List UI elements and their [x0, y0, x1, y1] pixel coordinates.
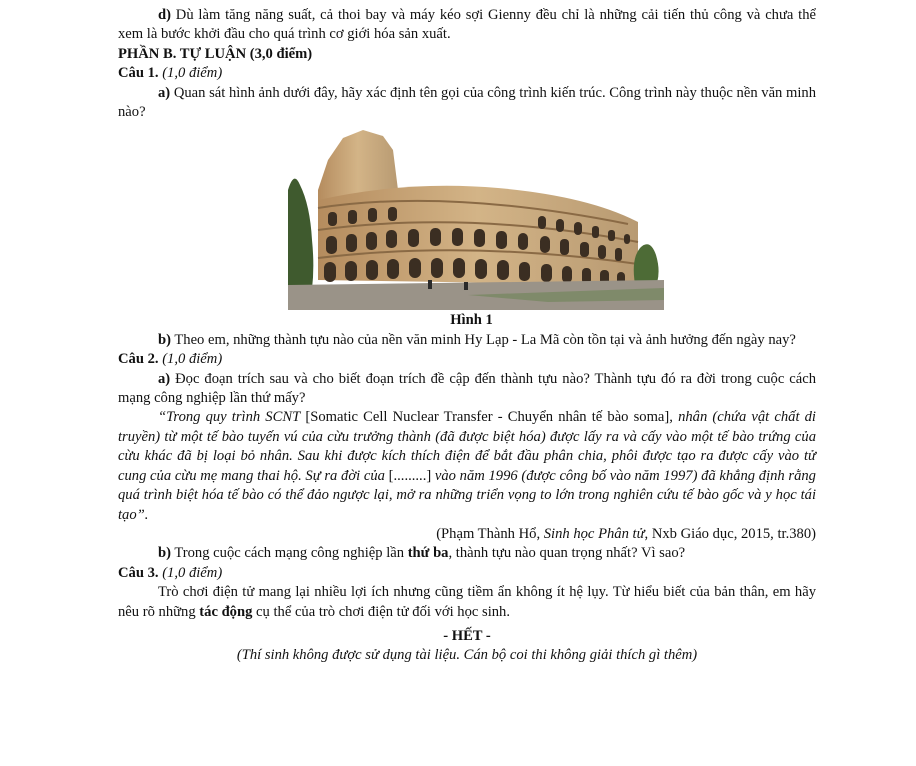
question-3-paragraph: [118, 583, 816, 622]
citation-post: , Nxb Giáo dục, 2015, tr.380): [644, 525, 816, 542]
question-1a-label: a): [158, 84, 171, 101]
question-2b-bold: thứ ba: [407, 545, 449, 562]
question-1-points: (1,0 điểm): [158, 65, 223, 82]
quote-part-2: [Somatic Cell Nuclear Transfer - Chuyển nhân tế bào soma]: [300, 409, 670, 426]
question-2a-text: Đọc đoạn trích sau và cho biết đoạn trích đề cập đến thành tựu nào? Thành tựu đó ra đời trong cuộc cách mạng công nghiệp lần thứ mấy?: [118, 370, 816, 407]
question-1b-paragraph: [118, 331, 816, 350]
question-2a-label: a): [158, 370, 171, 387]
citation-title: Sinh học Phân tử: [543, 525, 645, 542]
question-3-points: (1,0 điểm): [158, 564, 223, 581]
question-2b-pre: Trong cuộc cách mạng công nghiệp lần: [170, 545, 408, 562]
colosseum-image: [288, 130, 664, 310]
question-2-heading: [118, 350, 816, 369]
option-d-label: d): [158, 7, 171, 23]
quote-part-3: , nhân (chứa vật chất di truyền) từ một tế bào tuyến vú của cừu trưởng thành (đã được biệt hóa) được lấy ra và cấy vào một tế bào trứng của cừu khác đã bị loại bỏ nhân. Sau khi được kích thích điện để bắt đầu phân chia, phôi được tạo ra được cấy vào tử cung của cừu mẹ mang thai hộ. Sự ra đời của: [118, 409, 816, 484]
quote-blank: [.........]: [388, 467, 432, 484]
question-1b-text: Theo em, những thành tựu nào của nền văn minh Hy Lạp - La Mã còn tồn tại và ảnh hưởng đến ngày nay?: [170, 331, 796, 348]
question-2a-paragraph: [118, 370, 816, 409]
question-2-label: Câu 2.: [118, 351, 159, 368]
end-mark: - HẾT -: [443, 627, 491, 644]
question-2-points: (1,0 điểm): [158, 351, 223, 368]
question-1-label: Câu 1.: [118, 65, 159, 82]
citation-pre: (Phạm Thành Hổ,: [436, 525, 544, 542]
question-3-heading: [118, 564, 816, 583]
question-2b-label: b): [158, 545, 171, 562]
question-3-label: Câu 3.: [118, 564, 159, 581]
figure-caption: Hình 1: [450, 312, 493, 329]
quote-part-5: vào năm 1996 (được công bố vào năm 1997) đã khẳng định rằng quá trình biệt hóa tế bào có thể đảo ngược lại, mở ra những triển vọng to lớn trong nghiên cứu tế bào gốc và y học tái tạo”.: [118, 467, 816, 523]
citation: [118, 525, 816, 544]
question-1-heading: [118, 64, 816, 83]
exam-page: [118, 6, 816, 666]
colosseum-illustration: [288, 130, 664, 310]
question-2b-paragraph: [118, 544, 816, 563]
quote-paragraph: [118, 408, 816, 524]
question-d-paragraph: [118, 6, 816, 45]
question-3-pre: Trò chơi điện tử mang lại nhiều lợi ích nhưng cũng tiềm ẩn không ít hệ lụy. Từ hiểu biết của bản thân, em hãy nêu rõ những: [118, 584, 816, 620]
question-3-bold: tác động: [199, 603, 253, 620]
question-1b-label: b): [158, 331, 171, 348]
question-2b-post: , thành tựu nào quan trọng nhất? Vì sao?: [448, 545, 686, 562]
question-1a-paragraph: [118, 84, 816, 123]
part-b-heading: PHẦN B. TỰ LUẬN (3,0 điểm): [118, 45, 313, 62]
option-d-text: Dù làm tăng năng suất, cả thoi bay và máy kéo sợi Gienny đều chỉ là những cải tiến thủ công và chưa thể xem là bước khởi đầu cho quá trình cơ giới hóa sản xuất.: [118, 7, 816, 43]
exam-note: (Thí sinh không được sử dụng tài liệu. Cán bộ coi thi không giải thích gì thêm): [236, 647, 698, 664]
question-3-post: cụ thể của trò chơi điện tử đối với học sinh.: [252, 603, 510, 620]
quote-part-1: “Trong quy trình SCNT: [158, 409, 301, 426]
question-1a-text: Quan sát hình ảnh dưới đây, hãy xác định tên gọi của công trình kiến trúc. Công trình này thuộc nền văn minh nào?: [118, 84, 816, 121]
